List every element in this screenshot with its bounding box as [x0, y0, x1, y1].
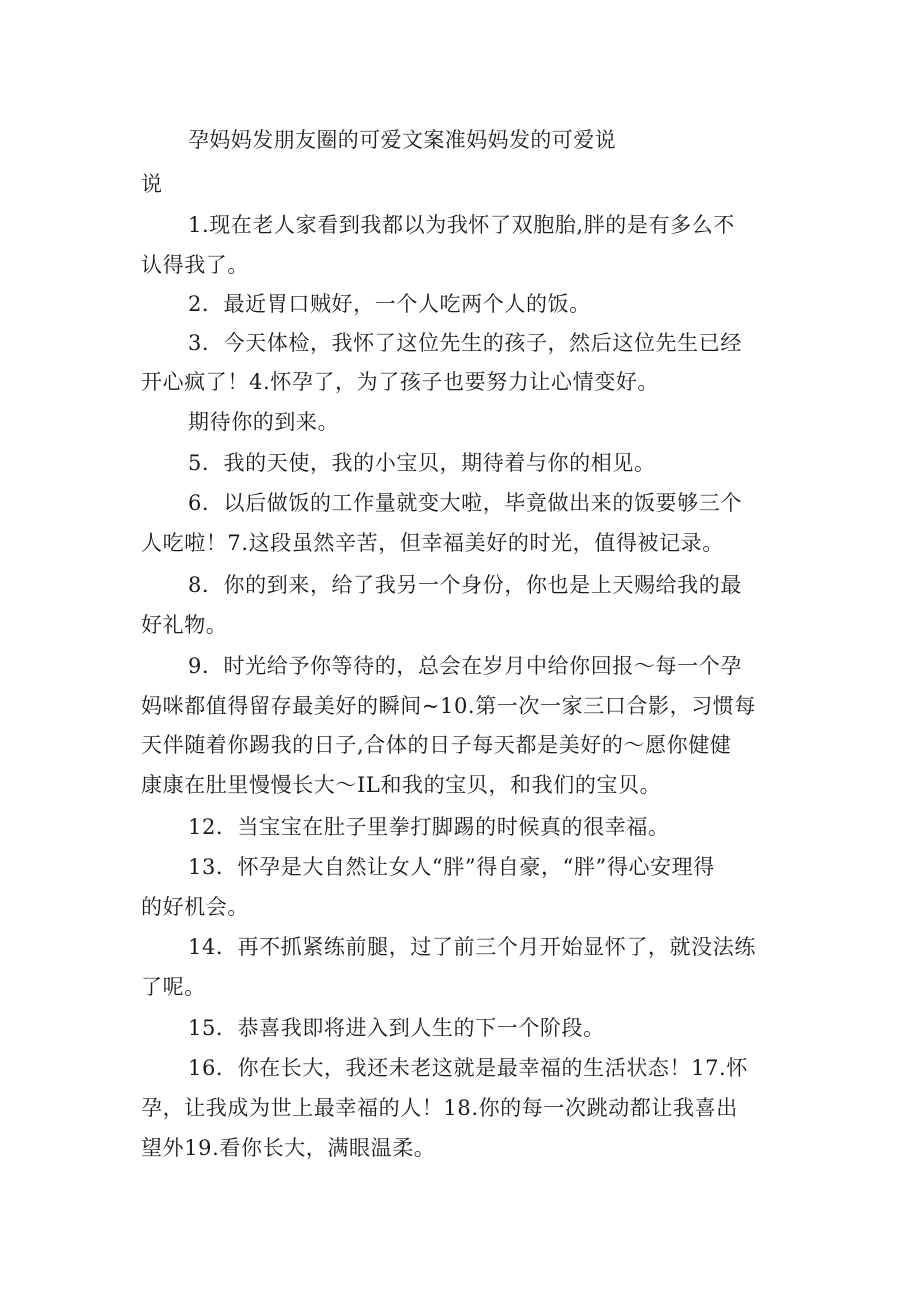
paragraph-line: 3．今天体检，我怀了这位先生的孩子，然后这位先生已经 [188, 331, 742, 355]
paragraph-line: 2．最近胃口贼好，一个人吃两个人的饭。 [188, 292, 591, 316]
paragraph-line: 14．再不抓紧练前腿，过了前三个月开始显怀了，就没法练 [188, 935, 756, 959]
document-title-continuation: 说 [141, 172, 163, 196]
paragraph-line: 孕，让我成为世上最幸福的人！18.你的每一次跳动都让我喜出 [141, 1096, 738, 1120]
paragraph-line: 认得我了。 [141, 253, 249, 277]
paragraph-line: 6．以后做饭的工作量就变大啦，毕竟做出来的饭要够三个 [188, 491, 742, 515]
paragraph-line: 天伴随着你踢我的日子,合体的日子每天都是美好的～愿你健健 [141, 733, 732, 757]
paragraph-line: 期待你的到来。 [188, 410, 340, 434]
document-title: 孕妈妈发朋友圈的可爱文案准妈妈发的可爱说 [188, 128, 616, 152]
paragraph-line: 的好机会。 [141, 895, 249, 919]
paragraph-line: 康康在肚里慢慢长大～IL和我的宝贝，和我们的宝贝。 [141, 773, 662, 797]
paragraph-line: 人吃啦！7.这段虽然辛苦，但幸福美好的时光，值得被记录。 [141, 531, 724, 555]
paragraph-line: 9．时光给予你等待的，总会在岁月中给你回报～每一个孕 [188, 654, 742, 678]
paragraph-line: 5．我的天使，我的小宝贝，期待着与你的相见。 [188, 451, 656, 475]
paragraph-line: 12．当宝宝在肚子里拳打脚踢的时候真的很幸福。 [188, 815, 670, 839]
paragraph-line: 13．怀孕是大自然让女人“胖”得自豪，“胖”得心安理得 [188, 855, 715, 879]
paragraph-line: 8．你的到来，给了我另一个身份，你也是上天赐给我的最 [188, 573, 742, 597]
paragraph-line: 好礼物。 [141, 613, 228, 637]
paragraph-line: 16．你在长大，我还未老这就是最幸福的生活状态！17.怀 [188, 1056, 748, 1080]
paragraph-line: 妈咪都值得留存最美好的瞬间~10.第一次一家三口合影，习惯每 [141, 694, 756, 718]
paragraph-line: 望外19.看你长大，满眼温柔。 [141, 1136, 436, 1160]
paragraph-line: 了呢。 [141, 975, 206, 999]
paragraph-line: 1.现在老人家看到我都以为我怀了双胞胎,胖的是有多么不 [188, 213, 735, 237]
paragraph-line: 开心疯了！4.怀孕了，为了孩子也要努力让心情变好。 [141, 370, 660, 394]
paragraph-line: 15．恭喜我即将进入到人生的下一个阶段。 [188, 1016, 605, 1040]
